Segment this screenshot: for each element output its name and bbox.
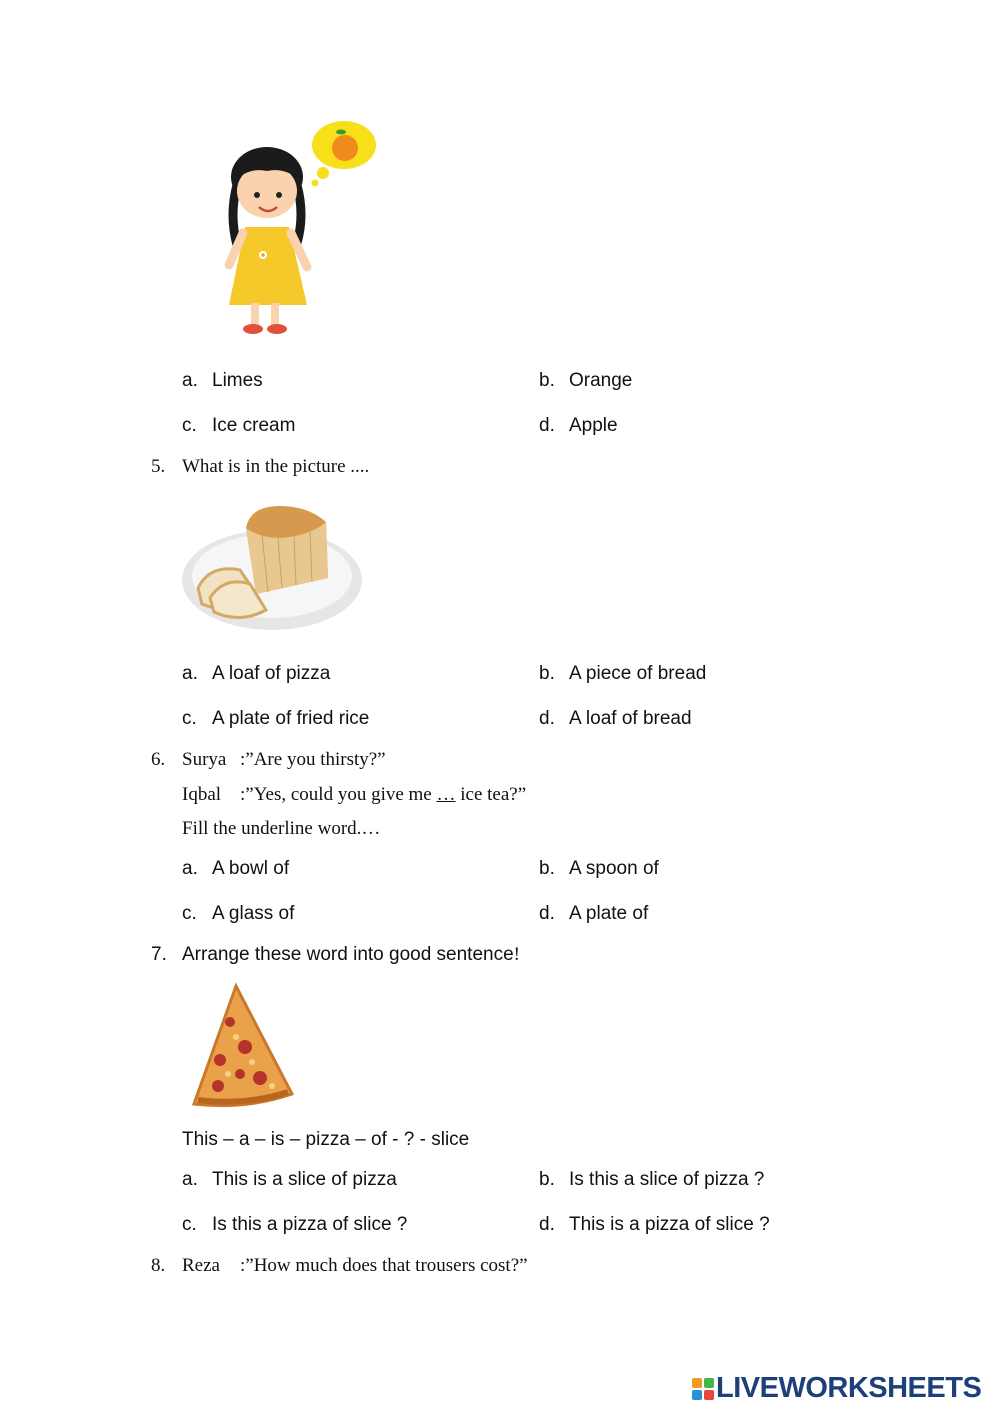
option-text: A bowl of	[212, 858, 290, 879]
logo-text: LIVEWORKSHEETS	[716, 1372, 982, 1404]
option-text: Apple	[569, 415, 618, 436]
option-letter: d.	[539, 903, 555, 924]
option-letter: d.	[539, 1214, 555, 1235]
q5-option-a[interactable]	[182, 663, 330, 685]
option-text: Ice cream	[212, 415, 296, 436]
q4-option-b[interactable]	[539, 370, 632, 392]
option-text: Orange	[569, 370, 633, 391]
q6-line2	[240, 784, 526, 806]
option-text: A spoon of	[569, 858, 659, 879]
q6-instruction: Fill the underline word.…	[182, 818, 381, 839]
option-text: A loaf of pizza	[212, 663, 331, 684]
q7-question	[182, 944, 520, 966]
q4-option-a[interactable]	[182, 370, 263, 392]
q6-option-d[interactable]	[539, 903, 648, 925]
girl-thinking-illustration	[215, 115, 385, 345]
q7-option-d[interactable]	[539, 1214, 770, 1236]
option-text: A glass of	[212, 903, 295, 924]
q7-question-end: !	[513, 944, 520, 965]
option-text: A plate of	[569, 903, 649, 924]
option-letter: b.	[539, 1169, 555, 1190]
option-letter: b.	[539, 663, 555, 684]
option-letter: d.	[539, 415, 555, 436]
q5-option-c[interactable]	[182, 708, 369, 730]
q7-option-a[interactable]	[182, 1169, 397, 1191]
liveworksheets-logo[interactable]	[692, 1372, 981, 1405]
option-letter: a.	[182, 858, 198, 879]
q8-speaker: Reza	[182, 1255, 220, 1276]
option-letter: c.	[182, 1214, 197, 1235]
q8-text: :”How much does that trousers cost?”	[240, 1255, 528, 1276]
option-text: A plate of fried rice	[212, 708, 370, 729]
option-letter: c.	[182, 708, 197, 729]
q7-words: This – a – is – pizza – of - ? - slice	[182, 1129, 470, 1150]
option-text: A piece of bread	[569, 663, 707, 684]
q7-option-b[interactable]	[539, 1169, 764, 1191]
option-letter: d.	[539, 708, 555, 729]
q7-option-c[interactable]	[182, 1214, 407, 1236]
liveworksheets-logo-icon	[692, 1378, 714, 1400]
option-letter: b.	[539, 370, 555, 391]
q6-line2-after: ice tea?”	[455, 784, 527, 805]
option-letter: a.	[182, 1169, 198, 1190]
q6-line2-speaker: Iqbal	[182, 784, 222, 805]
option-text: Is this a slice of pizza ?	[569, 1169, 765, 1190]
q4-option-c[interactable]	[182, 415, 295, 437]
q4-option-d[interactable]	[539, 415, 618, 437]
q5-number: 5.	[151, 456, 166, 477]
option-letter: a.	[182, 663, 198, 684]
option-letter: b.	[539, 858, 555, 879]
q7-question-text: Arrange these word into good sentence	[182, 944, 514, 965]
pizza-slice-image	[190, 982, 295, 1112]
option-letter: c.	[182, 415, 197, 436]
option-letter: a.	[182, 370, 198, 391]
bread-plate-image	[180, 500, 365, 635]
q5-question: What is in the picture ....	[182, 456, 370, 477]
q6-option-b[interactable]	[539, 858, 659, 880]
q8-number: 8.	[151, 1255, 166, 1276]
q6-line2-before: :”Yes, could you give me	[240, 784, 437, 805]
option-text: This is a slice of pizza	[212, 1169, 397, 1190]
option-text: Is this a pizza of slice ?	[212, 1214, 408, 1235]
option-text: A loaf of bread	[569, 708, 692, 729]
q6-option-c[interactable]	[182, 903, 294, 925]
q5-option-d[interactable]	[539, 708, 692, 730]
option-letter: c.	[182, 903, 197, 924]
option-text: Limes	[212, 370, 263, 391]
q6-blank: …	[436, 784, 456, 805]
q6-line1-speaker: Surya	[182, 749, 227, 770]
q5-option-b[interactable]	[539, 663, 706, 685]
q6-option-a[interactable]	[182, 858, 289, 880]
option-text: This is a pizza of slice ?	[569, 1214, 770, 1235]
q6-line1-text: :”Are you thirsty?”	[240, 749, 386, 770]
q6-number: 6.	[151, 749, 166, 770]
q7-number: 7.	[151, 944, 167, 965]
